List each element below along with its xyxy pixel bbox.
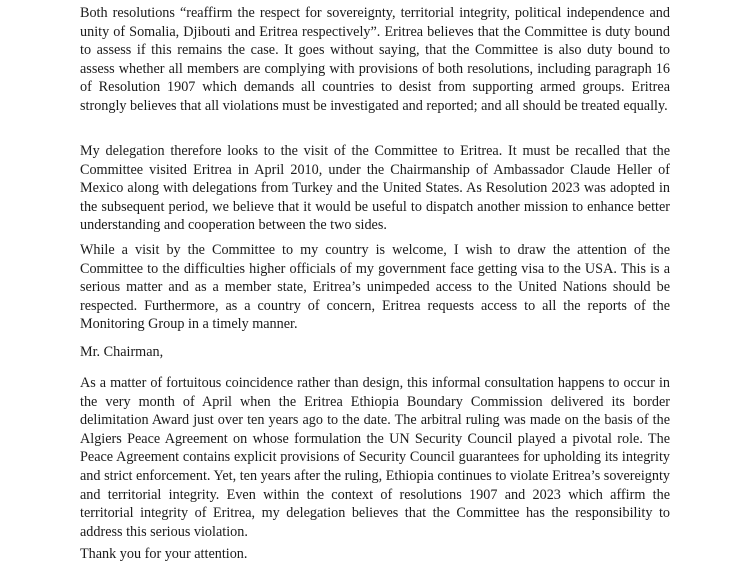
paragraph-committee-visit: My delegation therefore looks to the visit of the Committee to Eritrea. It must be recalled that the Committee visited Eritrea in April 2010, under the Chairmanship of Ambassador Claude Heller of Mexico along with delegations from Turkey and the United States. As Resolution 2023 was adopted in the subsequent period, we believe that it would be useful to dispatch another mission to enhance better understanding and cooperation between the two sides. [80,143,670,234]
salutation: Mr. Chairman, [80,344,164,360]
paragraph-boundary-commission: As a matter of fortuitous coincidence rather than design, this informal consultation happens to occur in the very month of April when the Eritrea Ethiopia Boundary Commission delivered its border delimitation Award just over ten years ago to the date. The arbitral ruling was made on the basis of the Algiers Peace Agreement on whose formulation the UN Security Council played a pivotal role. The Peace Agreement contains explicit provisions of Security Council guarantees for upholding its integrity and strict enforcement. Yet, ten years after the ruling, Ethiopia continues to violate Eritrea’s sovereignty and territorial integrity. Even within the context of resolutions 1907 and 2023 which affirm the territorial integrity of Eritrea, my delegation believes that the Committee has the responsibility to address this serious violation. [80,375,670,540]
paragraph-visa-access: While a visit by the Committee to my country is welcome, I wish to draw the attention of the Committee to the difficulties higher officials of my government face getting visa to the USA. This is a serious matter and as a member state, Eritrea’s unimpeded access to the United Nations should be respected. Furthermore, as a country of concern, Eritrea requests access to all the reports of the Monitoring Group in a timely manner. [80,242,670,333]
closing-line: Thank you for your attention. [80,546,248,562]
paragraph-resolutions-sovereignty: Both resolutions “reaffirm the respect for sovereignty, territorial integrity, political independence and unity of Somalia, Djibouti and Eritrea respectively”. Eritrea believes that the Committee is duty bound to assess if this remains the case. It goes without saying, that the Committee is also duty bound to assess whether all members are complying with provisions of both resolutions, including paragraph 16 of Resolution 1907 which demands all countries to desist from supporting armed groups. Eritrea strongly believes that all violations must be investigated and reported; and all should be treated equally. [80,5,670,114]
